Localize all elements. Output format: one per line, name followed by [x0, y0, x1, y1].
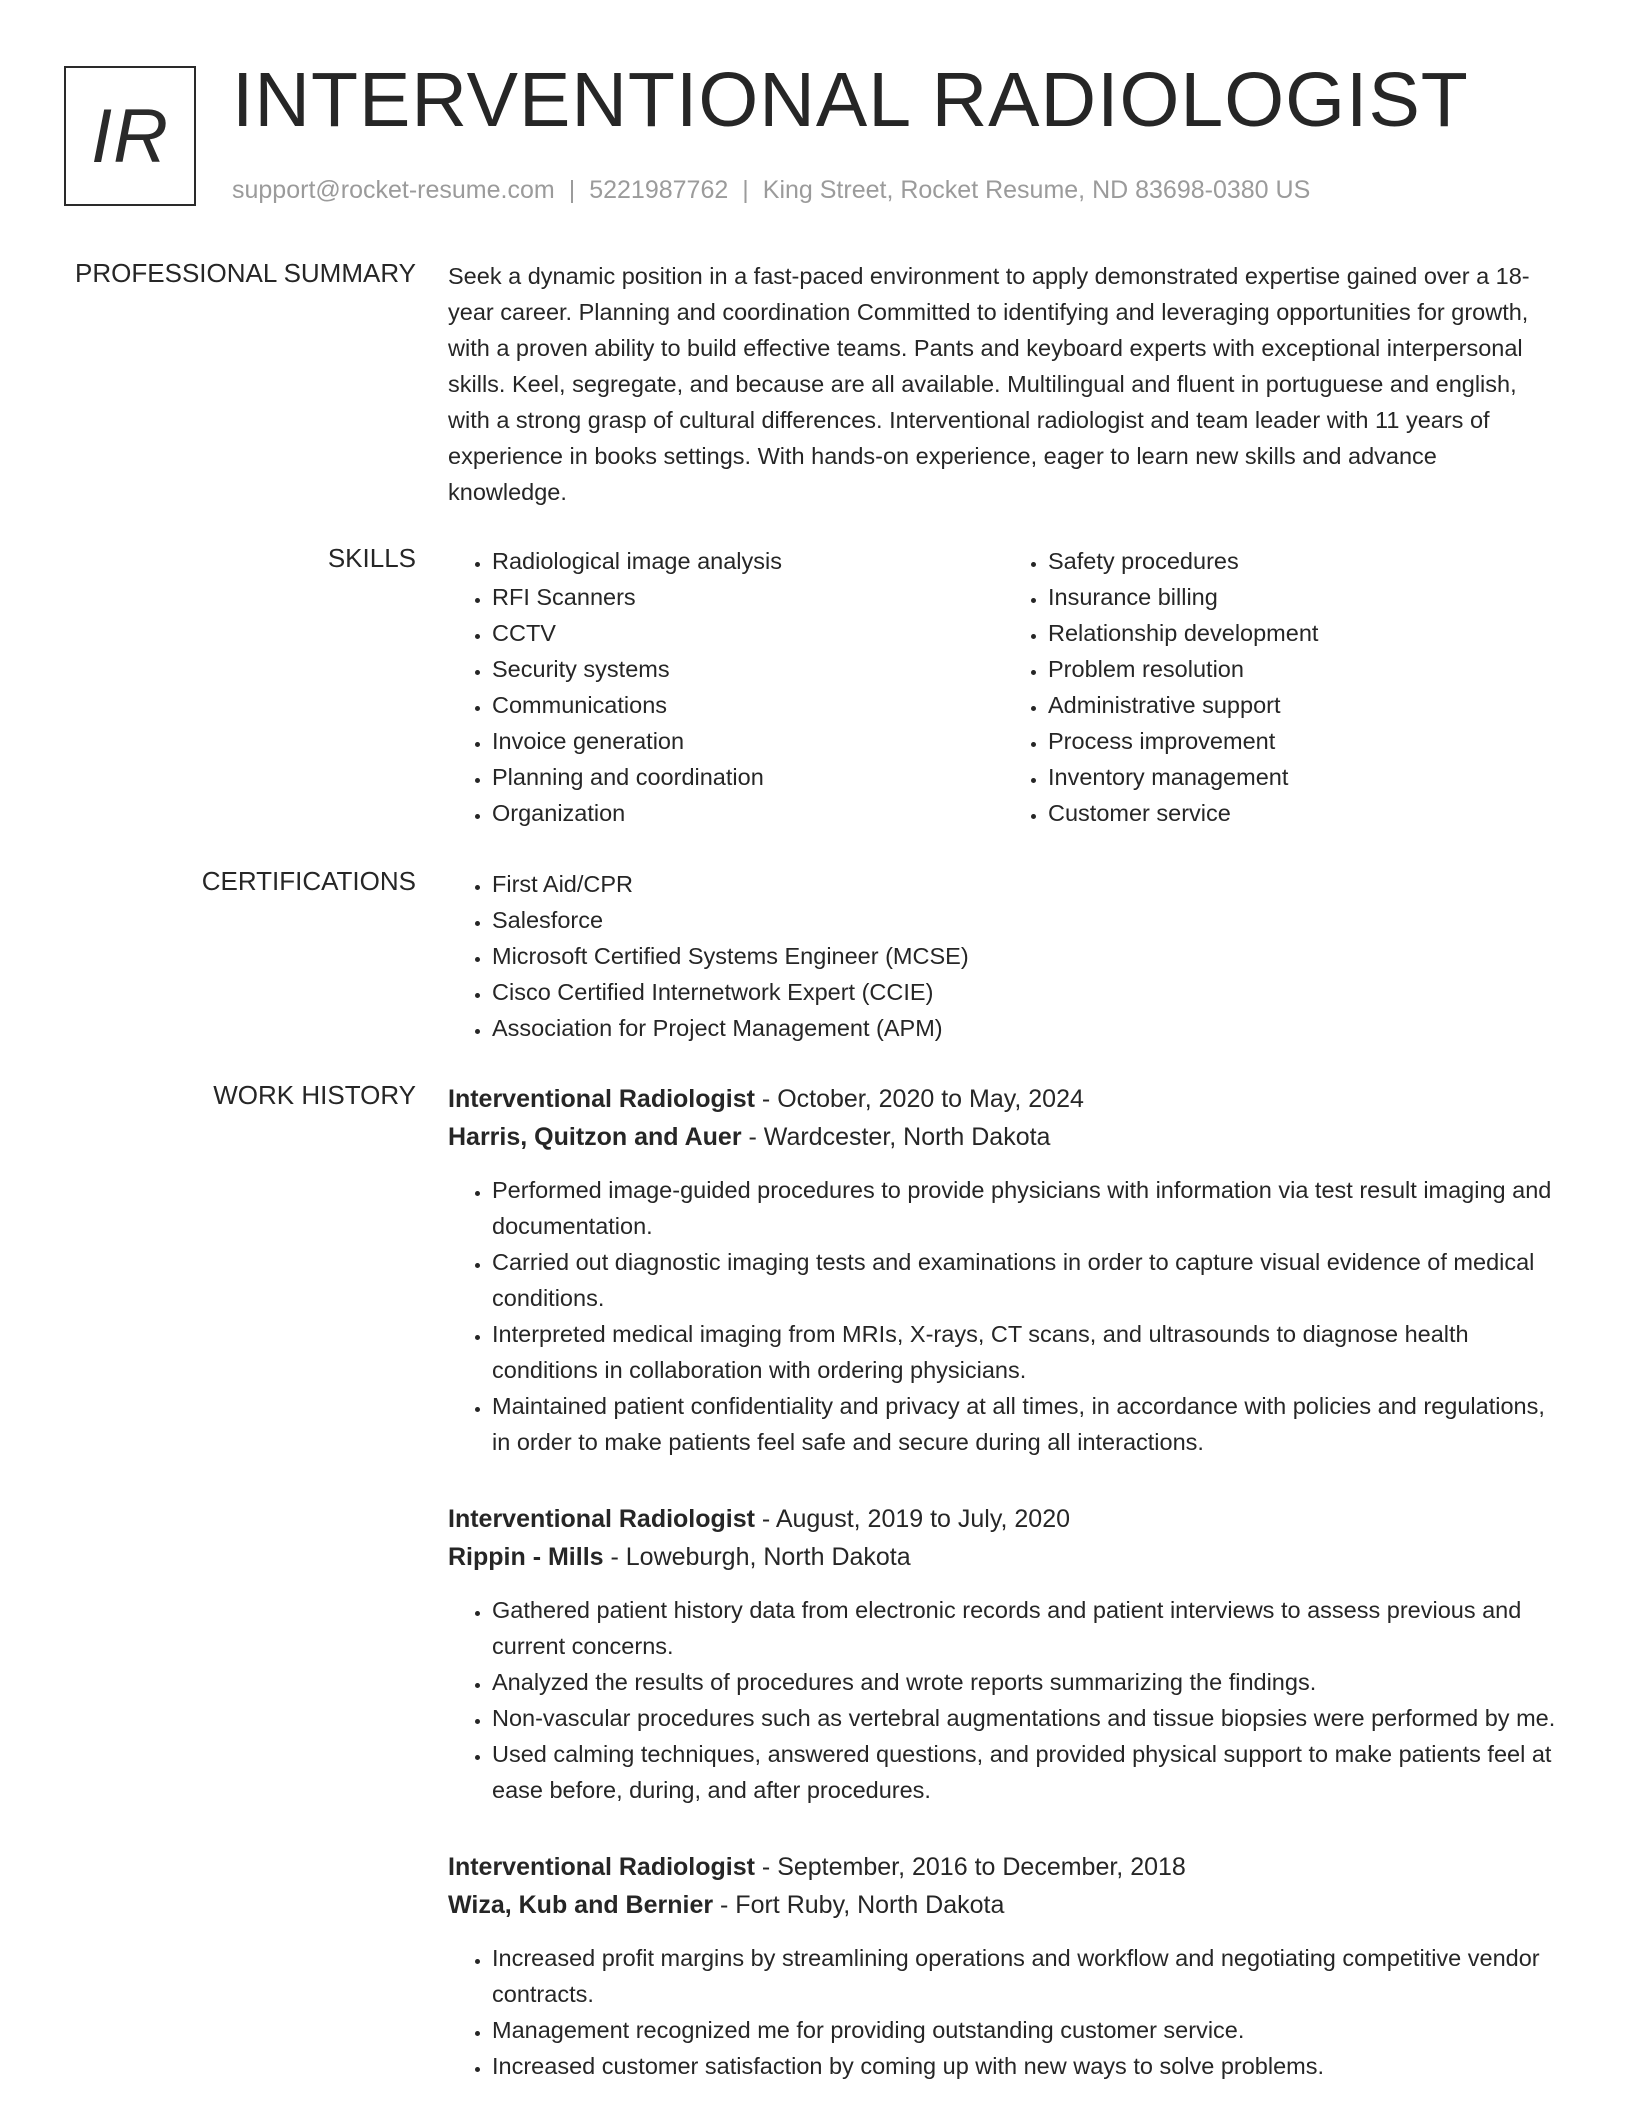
- list-item: • Radiological image analysis: [492, 543, 1004, 579]
- summary-text: Seek a dynamic position in a fast-paced environment to apply demonstrated expertise gained over a 18-year career. Planning and coordination Committed to identifying and leveraging opportunities for growth, with a proven ability to build effective teams. Pants and keyboard experts with exceptional interpersonal skills. Keel, segregate, and because are all available. Multilingual and fluent in portuguese and english, with a strong grasp of cultural differences. Interventional radiologist and team leader with 11 years of experience in books settings. With hands-on experience, eager to learn new skills and advance knowledge.: [448, 263, 1530, 505]
- job-title-line: [448, 1500, 1560, 1538]
- job-company-line: [448, 1118, 1560, 1156]
- work-history-heading: WORK HISTORY: [213, 1080, 416, 1110]
- contact-separator: |: [568, 176, 576, 204]
- list-item: • Non-vascular procedures such as vertebral augmentations and tissue biopsies were performed by me.: [492, 1700, 1560, 1736]
- contact-phone[interactable]: 5221987762: [589, 176, 729, 204]
- list-item: • Increased customer satisfaction by coming up with new ways to solve problems.: [492, 2048, 1560, 2084]
- list-item: • Used calming techniques, answered questions, and provided physical support to make patients feel at ease before, during, and after procedures.: [492, 1736, 1560, 1808]
- list-item: • Invoice generation: [492, 723, 1004, 759]
- job-entry: [448, 1500, 1560, 1808]
- job-company-line: [448, 1886, 1560, 1924]
- job-company: Wiza, Kub and Bernier: [448, 1891, 714, 1919]
- list-item: • Administrative support: [1048, 687, 1560, 723]
- list-item: • Problem resolution: [1048, 651, 1560, 687]
- monogram-box: [64, 66, 196, 206]
- list-item: • Planning and coordination: [492, 759, 1004, 795]
- job-location: - Fort Ruby, North Dakota: [713, 1891, 1005, 1919]
- job-company-line: [448, 1538, 1560, 1576]
- certifications-list: [448, 866, 1560, 1046]
- contact-line: [232, 176, 1310, 205]
- contact-email[interactable]: support@rocket-resume.com: [232, 176, 555, 204]
- list-item: • Increased profit margins by streamlining operations and workflow and negotiating competitive vendor contracts.: [492, 1940, 1560, 2012]
- job-company: Rippin - Mills: [448, 1543, 604, 1571]
- job-company: Harris, Quitzon and Auer: [448, 1123, 742, 1151]
- list-item: • Inventory management: [1048, 759, 1560, 795]
- job-title: Interventional Radiologist: [448, 1853, 755, 1881]
- skills-list-right: [1004, 543, 1560, 831]
- list-item: • Performed image-guided procedures to provide physicians with information via test result imaging and documentation.: [492, 1172, 1560, 1244]
- contact-separator: |: [742, 176, 749, 204]
- job-title-line: [448, 1848, 1560, 1886]
- skills-heading: SKILLS: [327, 543, 416, 573]
- monogram-initials: IR: [91, 93, 169, 179]
- list-item: • Relationship development: [1048, 615, 1560, 651]
- list-item: • Carried out diagnostic imaging tests and examinations in order to capture visual evidence of medical conditions.: [492, 1244, 1560, 1316]
- job-bullets: [448, 1940, 1560, 2084]
- list-item: • First Aid/CPR: [492, 866, 1560, 902]
- job-dates: - October, 2020 to May, 2024: [754, 1085, 1084, 1113]
- list-item: • Insurance billing: [1048, 579, 1560, 615]
- job-location: - Wardcester, North Dakota: [741, 1123, 1051, 1151]
- list-item: • Organization: [492, 795, 1004, 831]
- list-item: • RFI Scanners: [492, 579, 1004, 615]
- contact-address: King Street, Rocket Resume, ND 83698-0380 US: [762, 176, 1311, 204]
- skills-list-left: [448, 543, 1004, 831]
- job-title: Interventional Radiologist: [448, 1505, 755, 1533]
- list-item: • Safety procedures: [1048, 543, 1560, 579]
- list-item: • Process improvement: [1048, 723, 1560, 759]
- list-item: • CCTV: [492, 615, 1004, 651]
- job-entry: [448, 1080, 1560, 1460]
- list-item: • Analyzed the results of procedures and wrote reports summarizing the findings.: [492, 1664, 1560, 1700]
- job-title-line: [448, 1080, 1560, 1118]
- list-item: • Cisco Certified Internetwork Expert (CCIE): [492, 974, 1560, 1010]
- job-location: - Loweburgh, North Dakota: [603, 1543, 911, 1571]
- list-item: • Management recognized me for providing outstanding customer service.: [492, 2012, 1560, 2048]
- list-item: • Security systems: [492, 651, 1004, 687]
- candidate-name: INTERVENTIONAL RADIOLOGIST: [232, 57, 1469, 143]
- list-item: • Microsoft Certified Systems Engineer (MCSE): [492, 938, 1560, 974]
- job-entry: [448, 1848, 1560, 2084]
- list-item: • Association for Project Management (APM): [492, 1010, 1560, 1046]
- job-bullets: [448, 1592, 1560, 1808]
- summary-heading: PROFESSIONAL SUMMARY: [75, 258, 416, 288]
- list-item: • Gathered patient history data from electronic records and patient interviews to assess previous and current concerns.: [492, 1592, 1560, 1664]
- list-item: • Salesforce: [492, 902, 1560, 938]
- job-dates: - September, 2016 to December, 2018: [754, 1853, 1186, 1881]
- certifications-heading: CERTIFICATIONS: [201, 866, 416, 896]
- list-item: • Customer service: [1048, 795, 1560, 831]
- job-bullets: [448, 1172, 1560, 1460]
- list-item: • Maintained patient confidentiality and privacy at all times, in accordance with policies and regulations, in order to make patients feel safe and secure during all interactions.: [492, 1388, 1560, 1460]
- job-title: Interventional Radiologist: [448, 1085, 755, 1113]
- list-item: • Interpreted medical imaging from MRIs, X-rays, CT scans, and ultrasounds to diagnose health conditions in collaboration with ordering physicians.: [492, 1316, 1560, 1388]
- list-item: • Communications: [492, 687, 1004, 723]
- job-dates: - August, 2019 to July, 2020: [754, 1505, 1071, 1533]
